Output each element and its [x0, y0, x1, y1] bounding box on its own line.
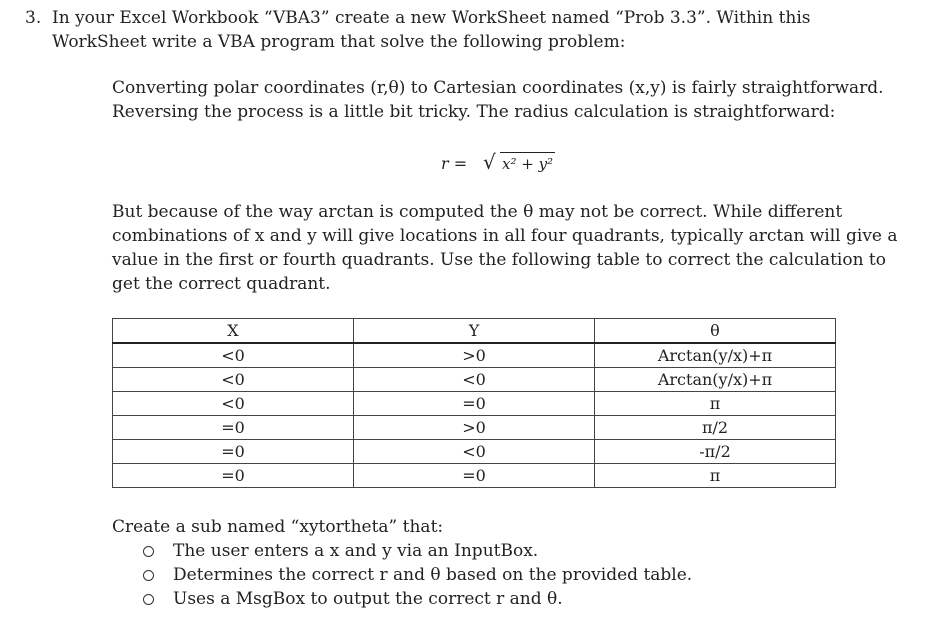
task-bullet-3: Uses a MsgBox to output the correct r and θ.: [173, 589, 563, 609]
paragraph1-line2: Reversing the process is a little bit tricky. The radius calculation is straightforward:: [112, 102, 836, 122]
cell-x: <0: [113, 343, 354, 368]
task-bullet-1: The user enters a x and y via an InputBox.: [173, 541, 539, 561]
cell-x: =0: [113, 464, 354, 488]
table-row: [113, 392, 836, 416]
header-x: X: [113, 319, 354, 344]
cell-x: <0: [113, 392, 354, 416]
table-row: [113, 368, 836, 392]
header-y: Y: [354, 319, 595, 344]
table-row: [113, 343, 836, 368]
cell-theta: Arctan(y/x)+π: [595, 368, 836, 392]
cell-theta: π: [595, 464, 836, 488]
cell-y: <0: [354, 440, 595, 464]
bullet-circle-icon: [143, 570, 154, 581]
cell-y: =0: [354, 464, 595, 488]
formula-radicand: x² + y²: [500, 152, 555, 173]
problem-intro-line2: WorkSheet write a VBA program that solve the following problem:: [52, 32, 626, 52]
cell-y: =0: [354, 392, 595, 416]
quadrant-correction-table: [112, 318, 836, 488]
square-root-icon: √: [483, 150, 496, 174]
task-intro: Create a sub named “xytortheta” that:: [112, 517, 444, 537]
cell-x: =0: [113, 440, 354, 464]
cell-theta: Arctan(y/x)+π: [595, 343, 836, 368]
formula-lhs: r =: [441, 154, 468, 173]
task-bullet-2: Determines the correct r and θ based on the provided table.: [173, 565, 693, 585]
bullet-circle-icon: [143, 594, 154, 605]
cell-x: <0: [113, 368, 354, 392]
cell-theta: π/2: [595, 416, 836, 440]
bullet-circle-icon: [143, 546, 154, 557]
cell-y: >0: [354, 343, 595, 368]
table-row: [113, 464, 836, 488]
cell-y: <0: [354, 368, 595, 392]
table-row: [113, 440, 836, 464]
header-theta: θ: [595, 319, 836, 344]
paragraph2-line1: But because of the way arctan is computed the θ may not be correct. While different: [112, 202, 843, 222]
cell-y: >0: [354, 416, 595, 440]
paragraph2-line3: value in the first or fourth quadrants. Use the following table to correct the calculation to: [112, 250, 886, 270]
cell-theta: π: [595, 392, 836, 416]
problem-intro-line1: In your Excel Workbook “VBA3” create a new WorkSheet named “Prob 3.3”. Within this: [52, 8, 811, 28]
paragraph2-line4: get the correct quadrant.: [112, 274, 331, 294]
paragraph1-line1: Converting polar coordinates (r,θ) to Cartesian coordinates (x,y) is fairly straightforward.: [112, 78, 884, 98]
paragraph2-line2: combinations of x and y will give locations in all four quadrants, typically arctan will give a: [112, 226, 898, 246]
problem-number: 3.: [25, 8, 42, 28]
table-header-row: [113, 319, 836, 344]
table-row: [113, 416, 836, 440]
cell-x: =0: [113, 416, 354, 440]
cell-theta: -π/2: [595, 440, 836, 464]
